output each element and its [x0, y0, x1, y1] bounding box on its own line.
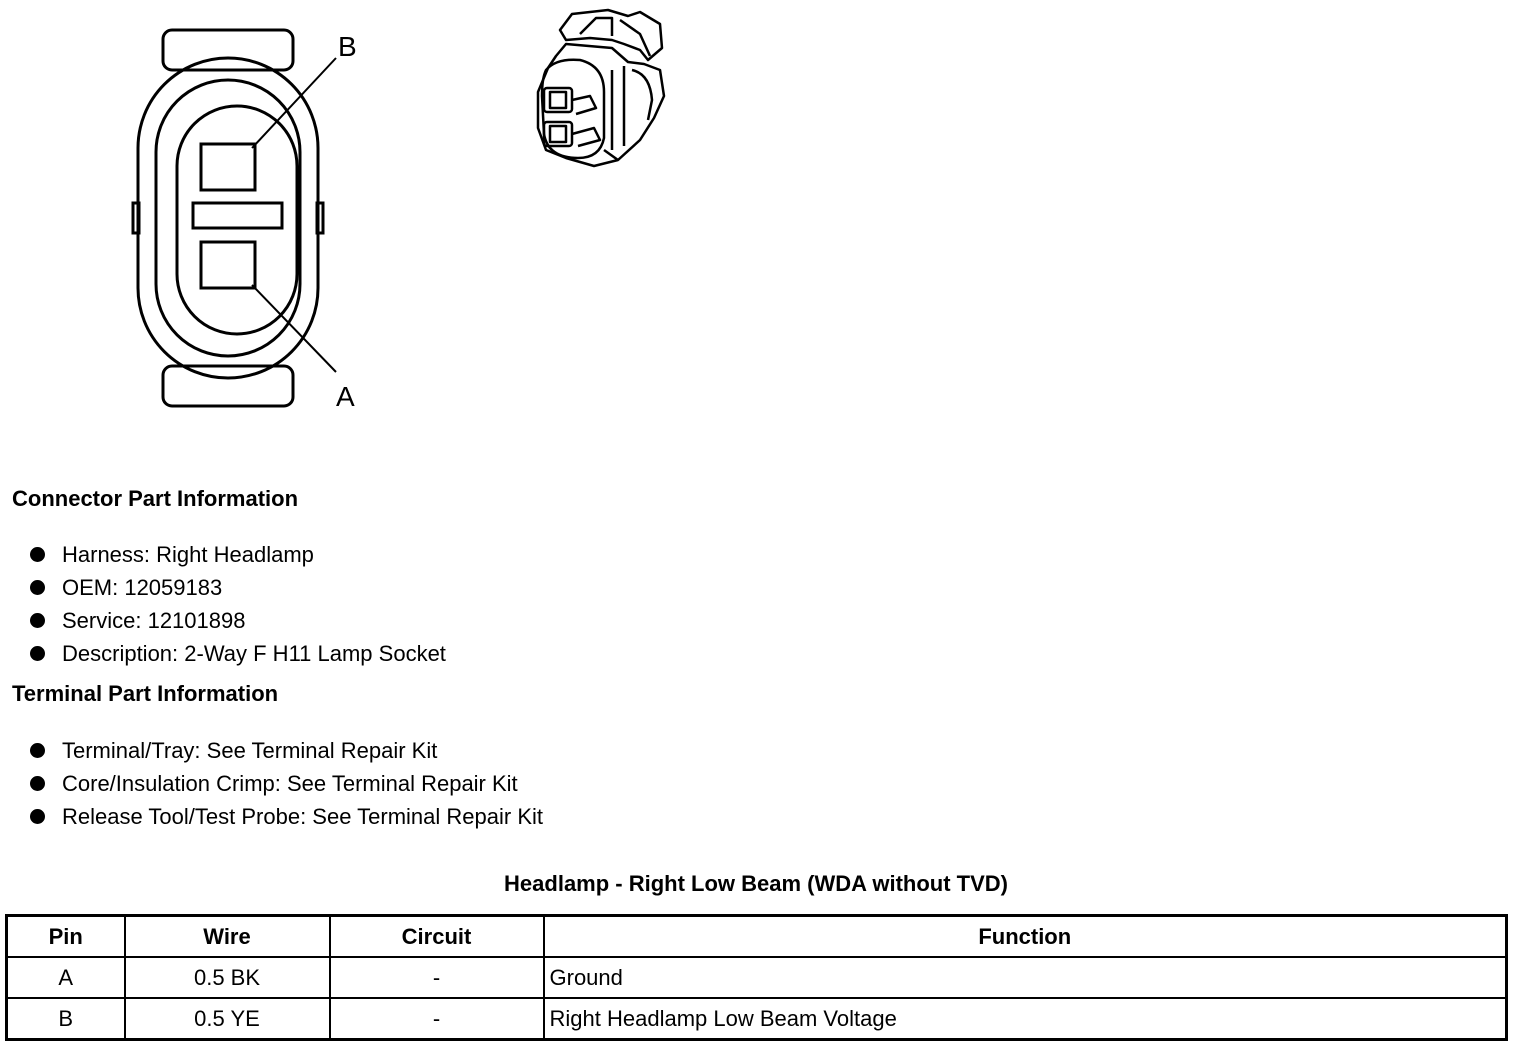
column-header-circuit: Circuit [330, 916, 544, 958]
function-cell: Right Headlamp Low Beam Voltage [544, 998, 1507, 1040]
connector-face-diagram [120, 20, 380, 420]
connector-isometric-diagram [528, 6, 670, 176]
pin-cell: B [7, 998, 125, 1040]
bullet-icon [30, 809, 45, 824]
pin-table [5, 914, 1508, 1041]
pin-table-title: Headlamp - Right Low Beam (WDA without TVD) [504, 871, 1008, 896]
bullet-icon [30, 613, 45, 628]
bullet-icon [30, 646, 45, 661]
terminal-part-info-list [30, 734, 543, 833]
table-row [7, 998, 1507, 1040]
list-item: Terminal/Tray: See Terminal Repair Kit [30, 734, 543, 767]
list-item: Release Tool/Test Probe: See Terminal Repair Kit [30, 800, 543, 833]
bullet-icon [30, 547, 45, 562]
bullet-icon [30, 743, 45, 758]
pin-a-label: A [336, 381, 355, 412]
circuit-cell: - [330, 957, 544, 998]
connector-part-info-heading: Connector Part Information [12, 486, 299, 511]
table-row [7, 957, 1507, 998]
pin-cell: A [7, 957, 125, 998]
connector-part-info-list [30, 538, 446, 670]
wire-cell: 0.5 BK [125, 957, 330, 998]
list-item: OEM: 12059183 [30, 571, 446, 604]
list-item: Core/Insulation Crimp: See Terminal Repair Kit [30, 767, 543, 800]
terminal-part-info-heading: Terminal Part Information [12, 681, 279, 706]
bullet-icon [30, 580, 45, 595]
function-cell: Ground [544, 957, 1507, 998]
list-item: Description: 2-Way F H11 Lamp Socket [30, 637, 446, 670]
bullet-icon [30, 776, 45, 791]
table-header-row [7, 916, 1507, 958]
pin-b-label: B [338, 31, 357, 62]
list-item: Harness: Right Headlamp [30, 538, 446, 571]
column-header-function: Function [544, 916, 1507, 958]
wire-cell: 0.5 YE [125, 998, 330, 1040]
column-header-wire: Wire [125, 916, 330, 958]
circuit-cell: - [330, 998, 544, 1040]
column-header-pin: Pin [7, 916, 125, 958]
list-item: Service: 12101898 [30, 604, 446, 637]
